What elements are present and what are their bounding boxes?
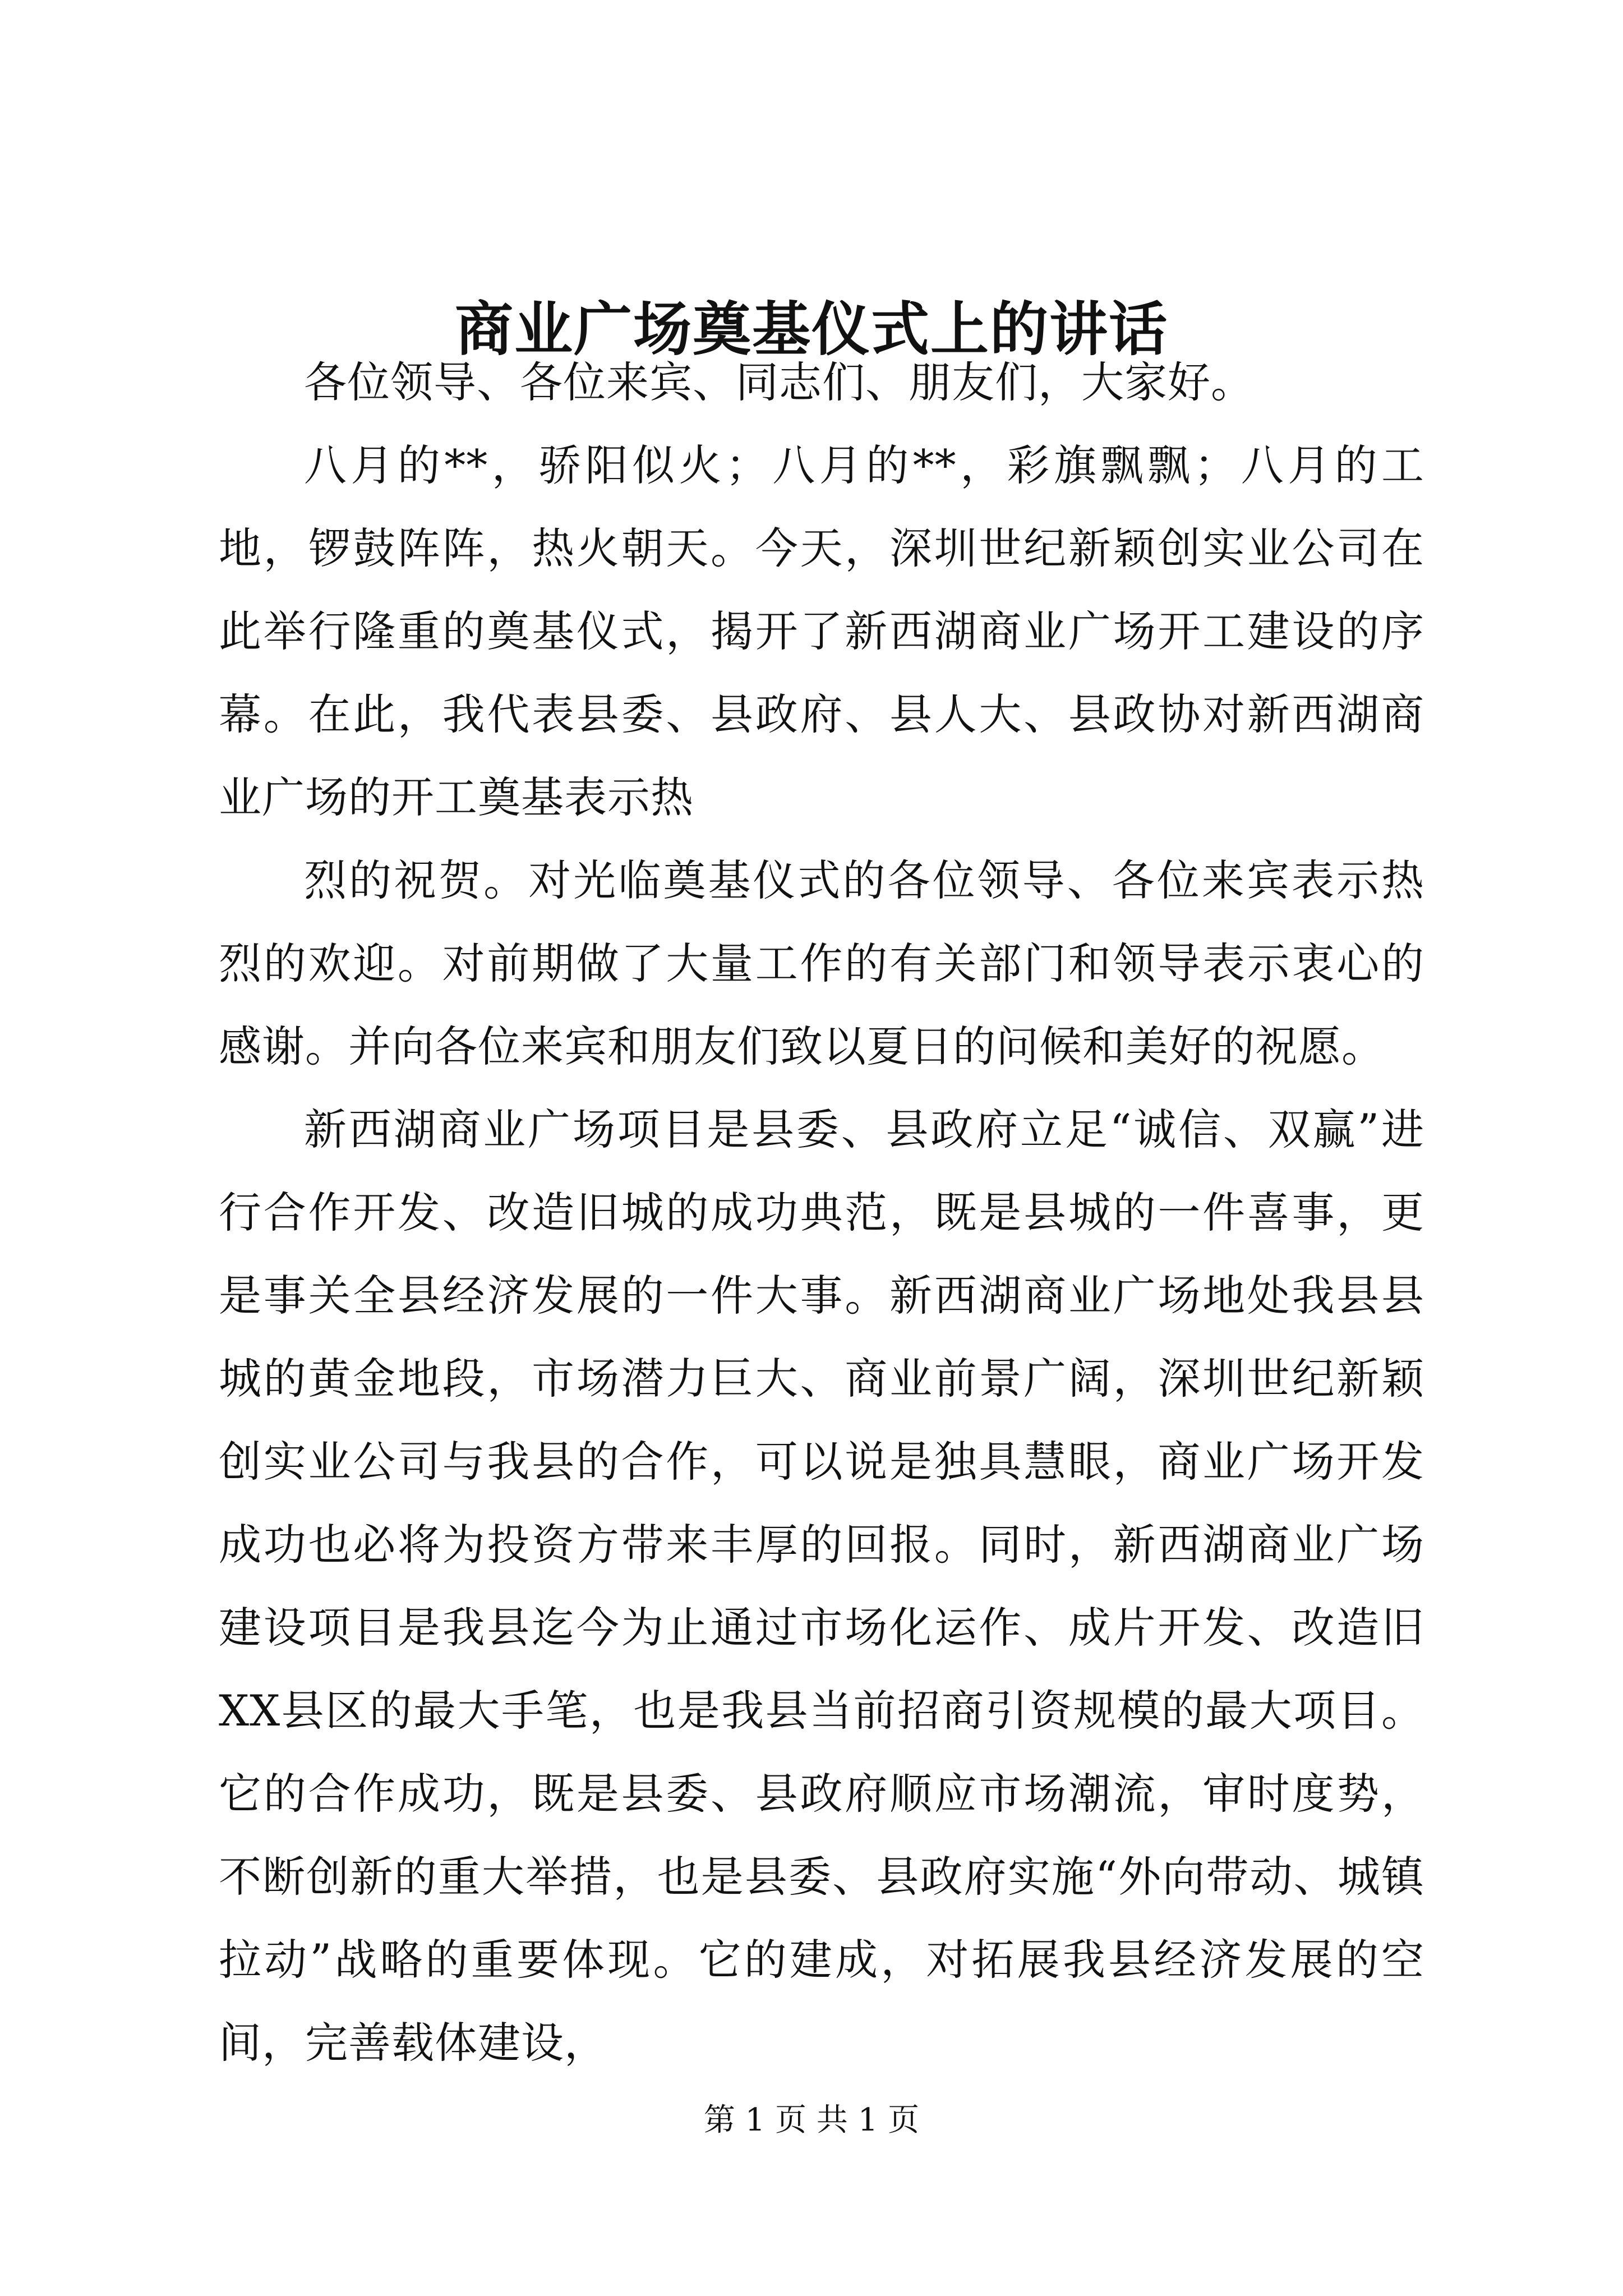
paragraph-congratulations: 烈的祝贺。对光临奠基仪式的各位领导、各位来宾表示热烈的欢迎。对前期做了大量工作的有关部门和领导表示衷心的感谢。并向各位来宾和朋友们致以夏日的问候和美好的祝愿。 [219, 855, 1424, 1071]
paragraph-opening: 八月的**，骄阳似火；八月的**，彩旗飘飘；八月的工地，锣鼓阵阵，热火朝天。今天，深圳世纪新颖创实业公司在此举行隆重的奠基仪式，揭开了新西湖商业广场开工建设的序幕。在此，我代表县委、县政府、县人大、县政协对新西湖商业广场的开工奠基表示热 [219, 440, 1424, 822]
paragraph-greeting: 各位领导、各位来宾、同志们、朋友们，大家好。 [304, 357, 1254, 407]
page-footer: 第 1 页 共 1 页 [703, 2102, 920, 2138]
document-body [219, 341, 1424, 2085]
paragraph-project: 新西湖商业广场项目是县委、县政府立足“诚信、双赢”进行合作开发、改造旧城的成功典范，既是县城的一件喜事，更是事关全县经济发展的一件大事。新西湖商业广场地处我县县城的黄金地段，市场潜力巨大、商业前景广阔，深圳世纪新颖创实业公司与我县的合作，可以说是独具慧眼，商业广场开发成功也必将为投资方带来丰厚的回报。同时，新西湖商业广场建设项目是我县迄今为止通过市场化运作、成片开发、改造旧XX县区的最大手笔，也是我县当前招商引资规模的最大项目。它的合作成功，既是县委、县政府顺应市场潮流，审时度势，不断创新的重大举措，也是县委、县政府实施“外向带动、城镇拉动”战略的重要体现。它的建成，对拓展我县经济发展的空间，完善载体建设， [219, 1105, 1424, 2068]
document-title: 商业广场奠基仪式上的讲话 [454, 295, 1168, 364]
